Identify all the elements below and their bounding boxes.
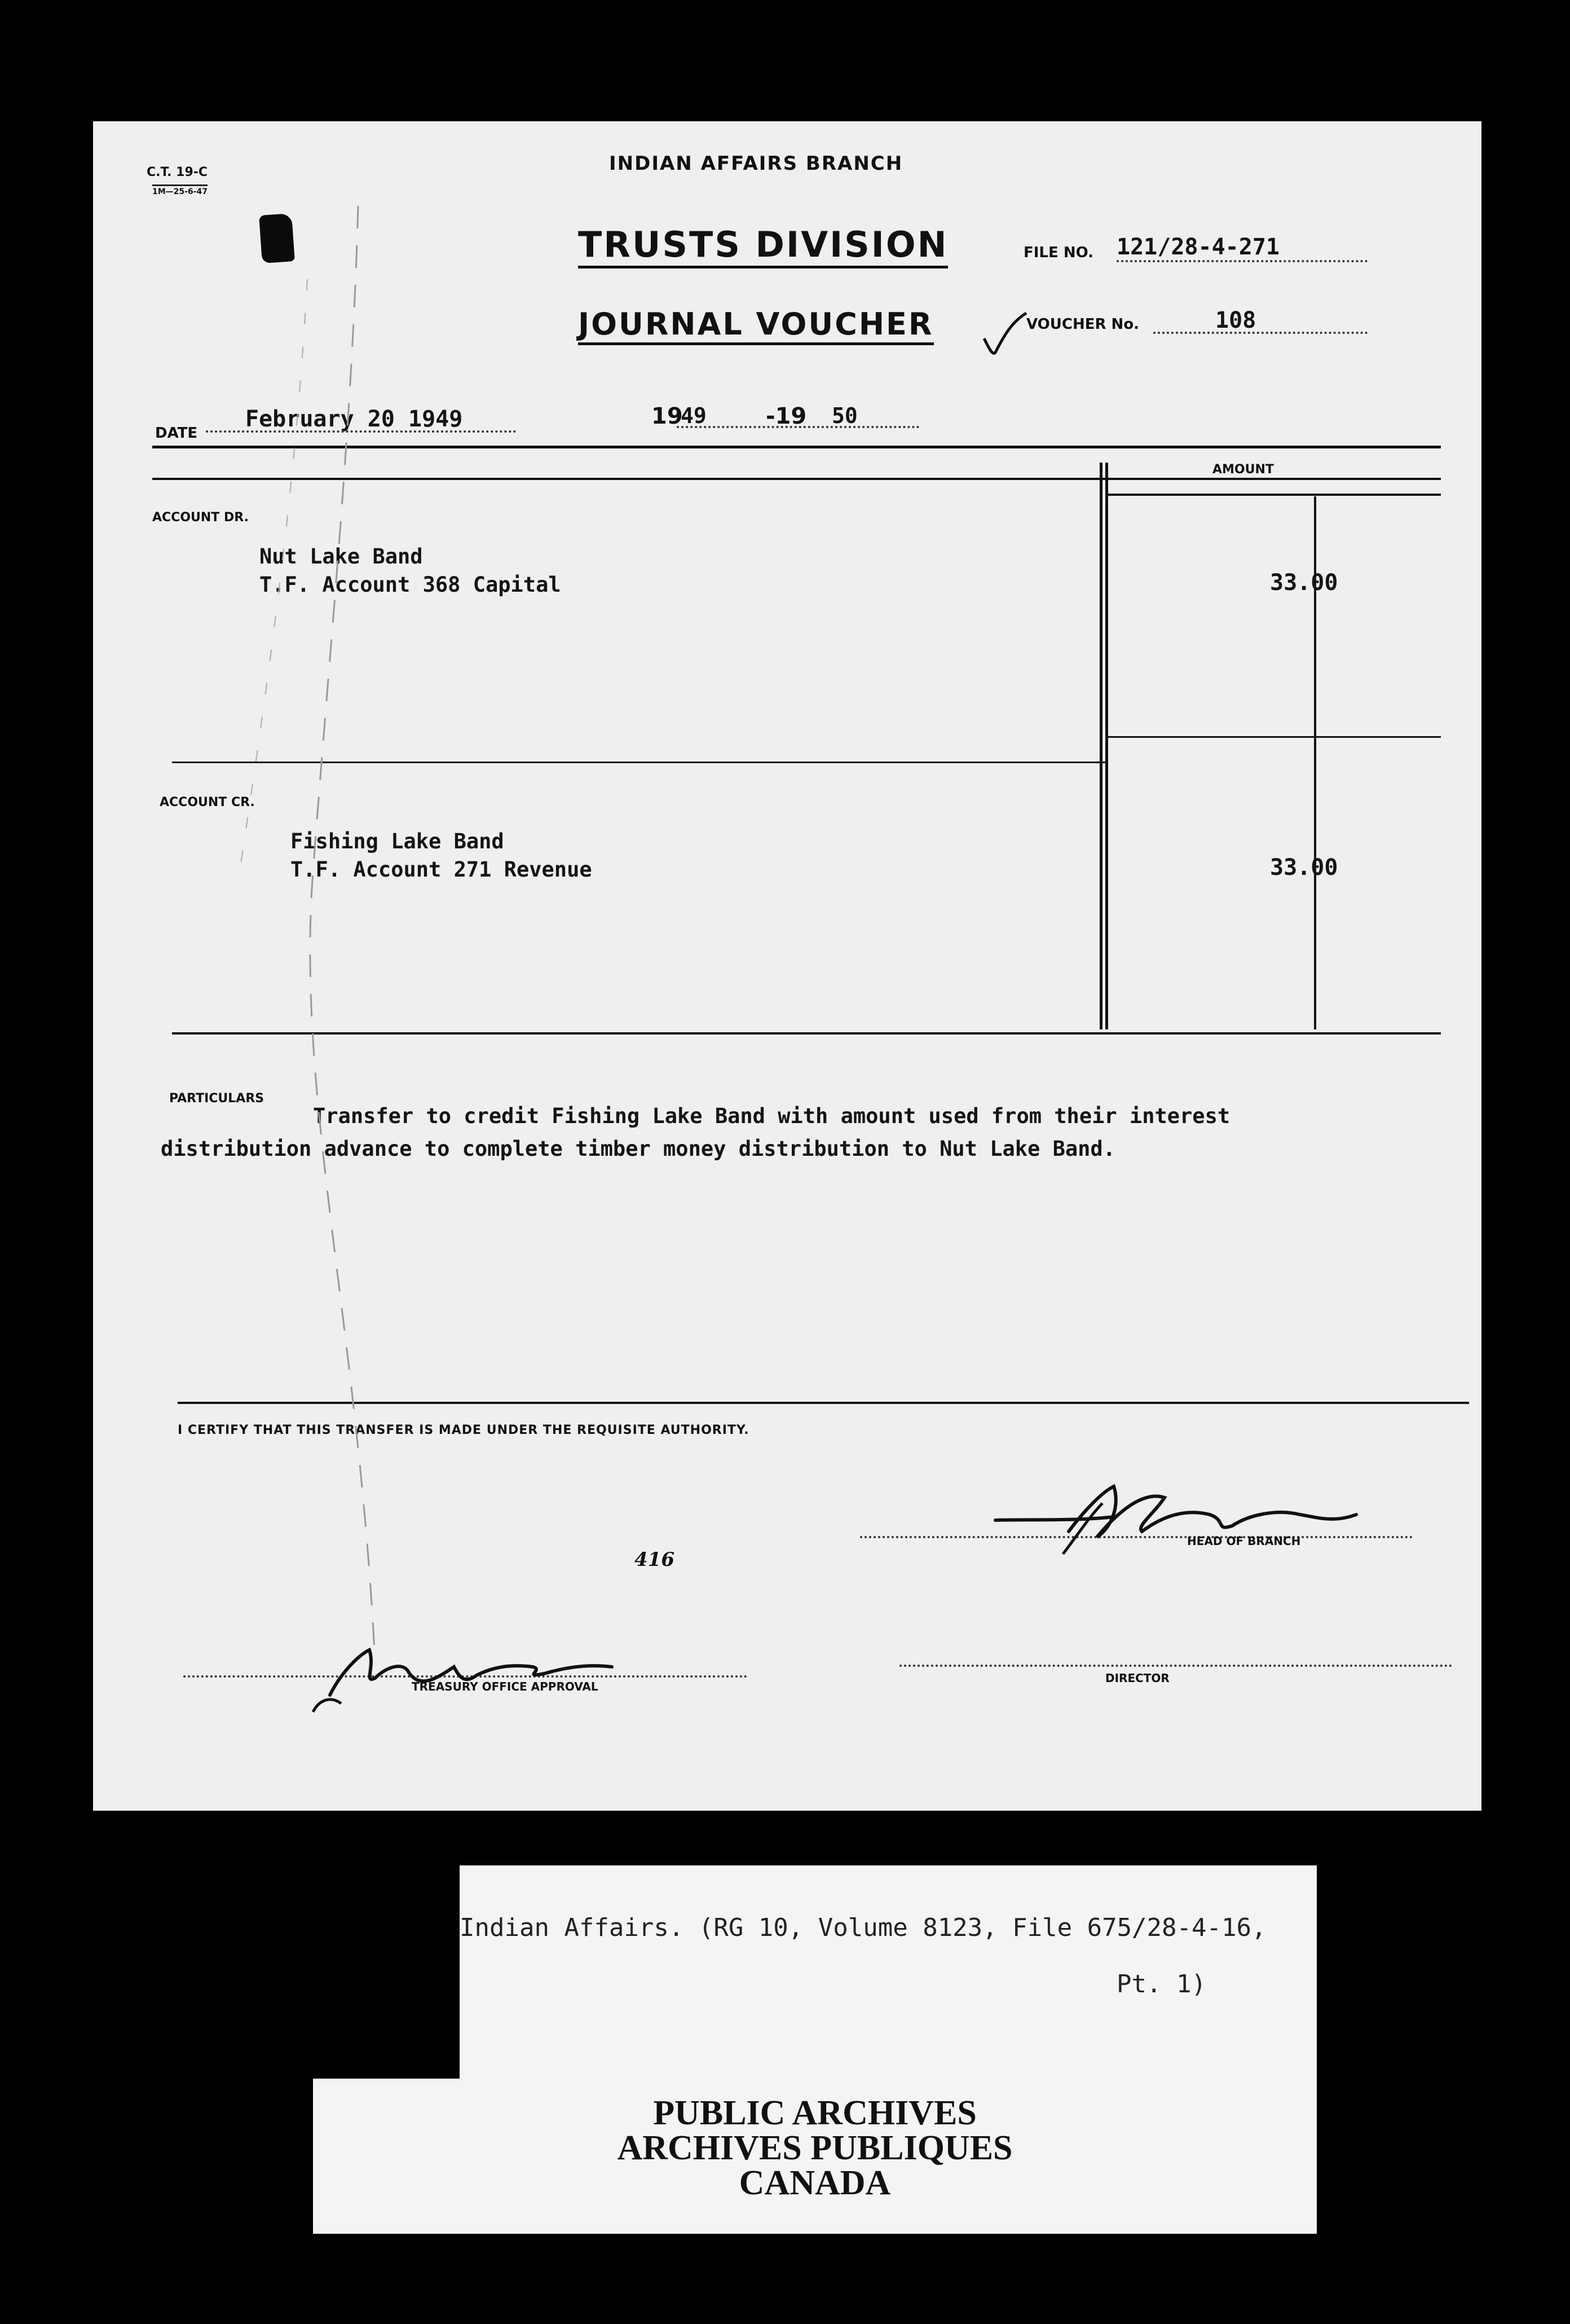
voucher-check-mark (978, 307, 1029, 358)
voucher-number-label: VOUCHER No. (1026, 316, 1140, 333)
archive-caption-card (460, 1865, 1317, 2091)
fiscal-year-1: 49 (681, 403, 707, 428)
caption-line-1: Indian Affairs. (RG 10, Volume 8123, File 675/28-4-16, (460, 1913, 1267, 1942)
amount-left-rule-2 (1105, 463, 1108, 1029)
debit-label: ACCOUNT DR. (152, 510, 249, 525)
fiscal-line (677, 426, 919, 428)
credit-label: ACCOUNT CR. (160, 795, 255, 809)
archive-stamp (313, 2079, 1317, 2234)
particulars-line-2: distribution advance to complete timber money distribution to Nut Lake Band. (161, 1137, 1115, 1161)
director-signature-line (899, 1665, 1452, 1667)
print-code: 1M—25-6-47 (152, 184, 208, 196)
date-value: February 20 1949 (245, 406, 463, 432)
particulars-line-1: Transfer to credit Fishing Lake Band with amount used from their interest (313, 1104, 1231, 1128)
form-code: C.T. 19-C (147, 165, 208, 179)
debit-account-detail: T.F. Account 368 Capital (259, 573, 561, 597)
paper-crease (262, 195, 544, 1689)
credit-amount: 33.00 (1270, 855, 1338, 881)
stamp-line-3: CANADA (739, 2164, 891, 2202)
voucher-title: JOURNAL VOUCHER (578, 306, 934, 345)
debit-account-name: Nut Lake Band (259, 544, 423, 569)
amount-header-rule (1108, 494, 1441, 496)
certification-statement: I CERTIFY THAT THIS TRANSFER IS MADE UNDER THE REQUISITE AUTHORITY. (178, 1423, 749, 1437)
voucher-number-value: 108 (1215, 307, 1256, 333)
margin-note: 416 (634, 1548, 674, 1571)
credit-account-detail: T.F. Account 271 Revenue (290, 857, 592, 882)
file-number-value: 121/28-4-271 (1117, 234, 1280, 260)
journal-voucher-document (93, 121, 1481, 1811)
stamp-line-1: PUBLIC ARCHIVES (653, 2094, 977, 2132)
head-of-branch-signature (984, 1469, 1368, 1560)
stamp-line-2: ARCHIVES PUBLIQUES (617, 2129, 1013, 2167)
voucher-number-line (1153, 332, 1368, 334)
caption-line-2: Pt. 1) (1117, 1970, 1206, 1999)
director-label: DIRECTOR (1105, 1671, 1170, 1685)
debit-amount-rule (1108, 736, 1441, 738)
treasury-approval-label: TREASURY OFFICE APPROVAL (412, 1680, 598, 1693)
amount-left-rule-1 (1100, 463, 1102, 1029)
date-label: DATE (155, 425, 198, 442)
division-title: TRUSTS DIVISION (578, 224, 948, 269)
branch-heading: INDIAN AFFAIRS BRANCH (609, 152, 903, 175)
debit-amount: 33.00 (1270, 570, 1338, 596)
fiscal-separator: -19 (766, 403, 807, 429)
amount-header: AMOUNT (1212, 463, 1274, 477)
head-of-branch-label: HEAD OF BRANCH (1187, 1534, 1301, 1548)
particulars-label: PARTICULARS (169, 1091, 264, 1106)
file-number-label: FILE NO. (1024, 244, 1093, 261)
file-number-line (1117, 260, 1368, 262)
credit-account-name: Fishing Lake Band (290, 829, 504, 853)
fiscal-year-2: 50 (832, 403, 858, 428)
fiscal-prefix-1: 19 (651, 403, 683, 429)
